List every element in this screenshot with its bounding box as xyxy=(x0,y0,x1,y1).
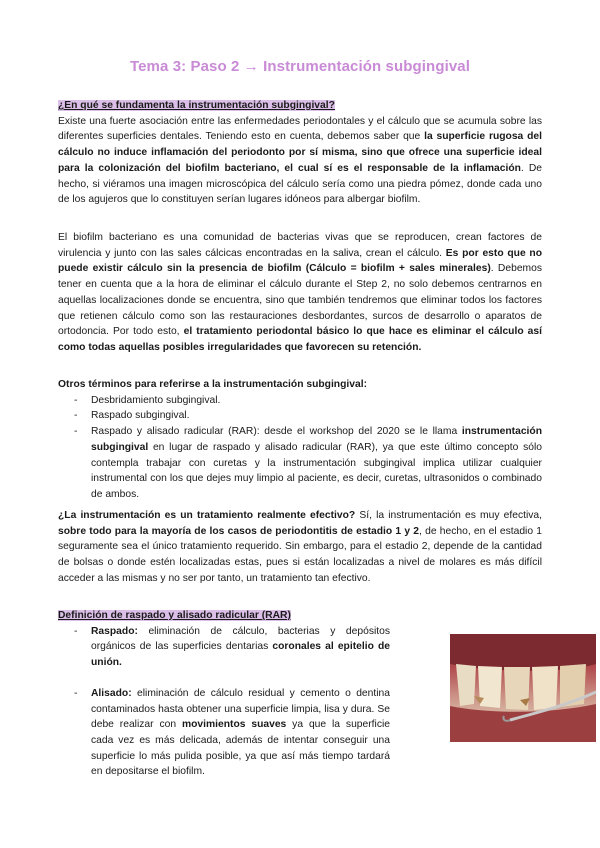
section-biofilm xyxy=(58,230,542,356)
list-item xyxy=(58,393,542,409)
list-item-text: Raspado y alisado radicular (RAR): desde el workshop del 2020 se le llama xyxy=(91,426,462,438)
section-heading: Otros términos para referirse a la instrumentación subgingival: xyxy=(58,379,367,390)
bold-text: sobre todo para la mayoría de los casos de periodontitis de estadio 1 y 2 xyxy=(58,525,420,537)
term-label: Alisado: xyxy=(91,687,132,699)
page-title: Tema 3: Paso 2 → Instrumentación subgingival xyxy=(129,58,471,75)
paragraph-text: Existe una fuerte asociación entre las enfermedades periodontales y el cálculo que se acumula sobre las diferentes superficies dentales. Teniendo esto en cuenta, debemos saber que xyxy=(58,115,542,143)
paragraph-text: , de hecho, en el estadio 1 seguramente sea el único tratamiento requerido. Sin embargo, para el estadio 2, depende de la cantidad de bolsas o donde estén localizadas estas, pues si están localizadas a nivel de molares es más difícil acceder a las mismas y no ser por tanto, un tratamiento tan efectivo. xyxy=(58,525,543,584)
paragraph-text: Sí, la instrumentación es muy efectiva, xyxy=(355,510,542,521)
definition-list xyxy=(58,624,390,780)
terms-list xyxy=(58,393,542,503)
list-item-text: eliminación de cálculo residual y cemento o dentina contaminados hasta obtener una superficie limpia, lisa y dura. Se debe realizar con xyxy=(91,687,390,731)
list-item-text: eliminación de cálculo, bacterias y depósitos orgánicos de las superficies dentarias xyxy=(91,625,390,653)
section-fundamento xyxy=(58,98,542,208)
list-item-text: Desbridamiento subgingival. xyxy=(91,394,221,406)
list-item-text: ya que la superficie cada vez es más delicada, además de intentar conseguir una superficie lo más pulida posible, ya que así más tiempo tardará en depositarse el biofilm. xyxy=(91,719,390,778)
list-item xyxy=(58,408,542,424)
bold-text: Es por esto que no puede existir cálculo sin la presencia de biofilm (Cálculo = biofilm + sales minerales) xyxy=(58,247,542,275)
bold-text: el tratamiento periodontal básico lo que hace es eliminar el cálculo así como todas aquellas posibles irregularidades que favorecen su retención. xyxy=(58,326,542,353)
term-label: Raspado: xyxy=(91,625,138,637)
list-item-text: en lugar de raspado y alisado radicular (RAR), ya que este último concepto sólo contempla trabajar con curetas y la instrumentación subgingival implica utilizar cualquier instrumental con los que dejes muy limpio al paciente, es decir, curetas, ultrasonidos o combinado de ambos. xyxy=(91,441,542,500)
section-heading: Definición de raspado y alisado radicular (RAR) xyxy=(58,610,291,621)
section-efectividad xyxy=(58,508,542,587)
list-item-raspado xyxy=(58,624,390,671)
bold-text: ¿La instrumentación es un tratamiento realmente efectivo? xyxy=(58,510,356,521)
paragraph-text: El biofilm bacteriano es una comunidad de bacterias vivas que se reproducen, crean factores de virulencia y junto con las sales cálcicas encontradas en la saliva, crean el cálculo. xyxy=(58,232,542,259)
paragraph-text: . De hecho, si viéramos una imagen microscópica del cálculo sería como una piedra pómez, donde cada uno de los agujeros que lo constituyen serían lugares idóneos para albergar biofilm. xyxy=(58,162,543,206)
list-item xyxy=(58,424,542,503)
bold-text: instrumentación subgingival xyxy=(91,426,542,453)
section-heading: ¿En qué se fundamenta la instrumentación subgingival? xyxy=(58,100,335,111)
section-otros-terminos xyxy=(58,377,542,503)
bold-text: coronales al epitelio de unión. xyxy=(91,641,390,669)
dental-photo xyxy=(450,634,596,742)
list-item-alisado xyxy=(58,686,390,780)
bold-text: movimientos suaves xyxy=(181,719,287,731)
list-item-text: Raspado subgingival. xyxy=(91,410,190,422)
paragraph-text: . Debemos tener en cuenta que a la hora de eliminar el cálculo durante el Step 2, no solo debemos centrarnos en aquellas localizaciones donde se encuentra, sino que también tendremos que eliminar todos los factores que retienen cálculo como son las restauraciones desbordantes, surcos de desarrollo o aparatos de ortodoncia. Por todo esto, xyxy=(58,263,542,338)
bold-text: la superficie rugosa del cálculo no induce inflamación del periodonto por sí misma, sino que ofrece una superficie ideal para la colonización del biofilm bacteriano, el cual sí es el responsable de la inflamación xyxy=(58,131,542,174)
teeth-illustration xyxy=(450,634,596,742)
